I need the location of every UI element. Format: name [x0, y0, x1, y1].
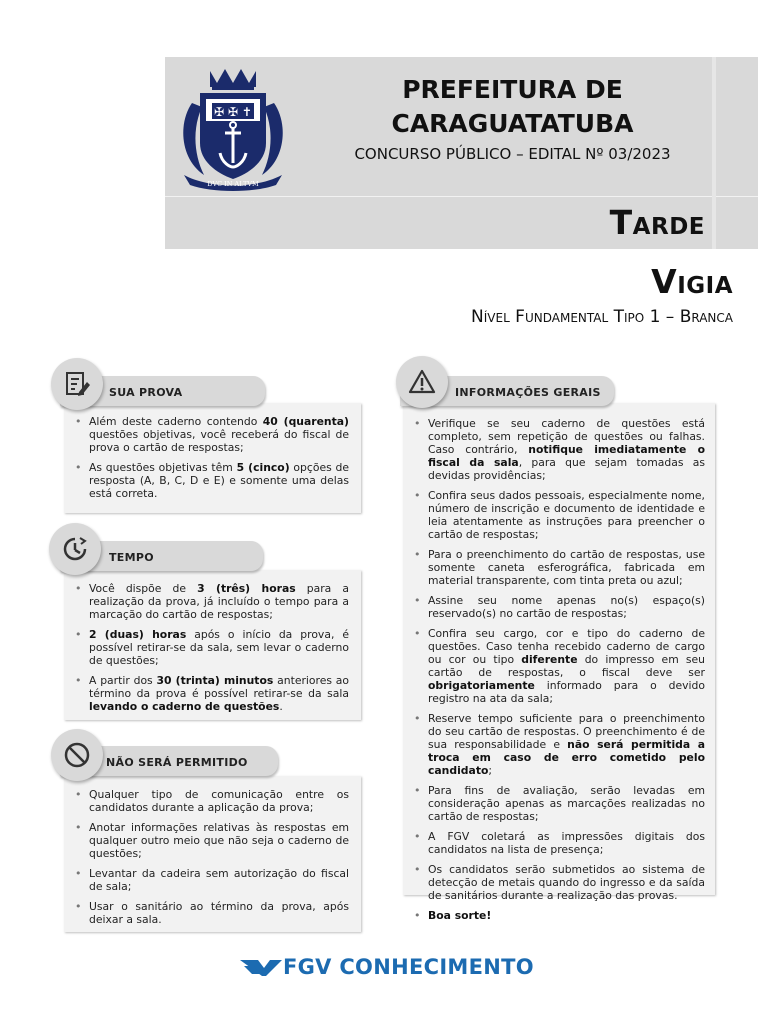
informacoes-item: • Verifique se seu caderno de questões está completo, sem repetição de questões ou falhas. Caso contrário, notifique imediatamente o fiscal da sala, para que sejam tomadas as devidas providências;	[428, 417, 705, 482]
header-divider	[165, 196, 758, 197]
tempo-title: TEMPO	[109, 551, 154, 564]
tempo-badge	[49, 523, 101, 575]
informacoes-panel	[403, 403, 715, 922]
nao-permitido-item: • Anotar informações relativas às respostas em qualquer outro meio que não seja o caderno de questões;	[89, 821, 349, 860]
tempo-item: • 2 (duas) horas após o início da prova, é possível retirar-se da sala, sem levar o caderno de questões;	[89, 628, 349, 667]
svg-text:✠ ✠ ✝: ✠ ✠ ✝	[214, 105, 252, 119]
nao-permitido-panel	[64, 776, 361, 932]
informacoes-item: • Para o preenchimento do cartão de respostas, use somente caneta esferográfica, fabricada em material transparente, com tinta preta ou azul;	[428, 548, 705, 587]
fgv-brand: FGV CONHECIMENTO	[283, 955, 534, 979]
city-title	[310, 73, 715, 141]
nao-permitido-badge	[51, 729, 103, 781]
city-title-line1: PREFEITURA DE	[402, 75, 623, 104]
nao-permitido-title: NÃO SERÁ PERMITIDO	[106, 756, 248, 769]
nao-permitido-item: • Qualquer tipo de comunicação entre os candidatos durante a aplicação da prova;	[89, 788, 349, 814]
tempo-item: • A partir dos 30 (trinta) minutos anteriores ao término da prova é possível retirar-se da sala levando o caderno de questões.	[89, 674, 349, 713]
informacoes-item: • Assine seu nome apenas no(s) espaço(s) reservado(s) no cartão de respostas;	[428, 594, 705, 620]
city-crest-icon	[170, 63, 296, 191]
informacoes-item: • A FGV coletará as impressões digitais dos candidatos na lista de presença;	[428, 830, 705, 856]
contest-notice: CONCURSO PÚBLICO – EDITAL Nº 03/2023	[354, 145, 671, 163]
tempo-panel	[64, 570, 361, 720]
informacoes-badge	[396, 356, 448, 408]
sua-prova-panel	[64, 403, 361, 513]
sua-prova-item: • Além deste caderno contendo 40 (quarenta) questões objetivas, você receberá do fiscal de prova o cartão de respostas;	[89, 415, 349, 454]
informacoes-item: • Para fins de avaliação, serão levadas em consideração apenas as marcações realizadas no cartão de respostas;	[428, 784, 705, 823]
crest-motto: DVC IN ALTVM	[207, 180, 259, 188]
clock-icon	[61, 535, 89, 563]
nao-permitido-item: • Usar o sanitário ao término da prova, após deixar a sala.	[89, 900, 349, 926]
informacoes-item: • Confira seus dados pessoais, especialmente nome, número de inscrição e documento de identidade e leia atentamente as instruções para preencher o cartão de respostas;	[428, 489, 705, 541]
document-edit-icon	[63, 370, 91, 398]
tempo-item: • Você dispõe de 3 (três) horas para a realização da prova, já incluído o tempo para a marcação do cartão de respostas;	[89, 582, 349, 621]
exam-level: Nível Fundamental Tipo 1 – Branca	[471, 307, 733, 327]
sua-prova-badge	[51, 358, 103, 410]
nao-permitido-item: • Levantar da cadeira sem autorização do fiscal de sala;	[89, 867, 349, 893]
prohibited-icon	[63, 741, 91, 769]
informacoes-item: • Boa sorte!	[428, 909, 705, 922]
sua-prova-title: SUA PROVA	[109, 386, 183, 399]
sua-prova-item: • As questões objetivas têm 5 (cinco) opções de resposta (A, B, C, D e E) e somente uma delas está correta.	[89, 461, 349, 500]
informacoes-item: • Reserve tempo suficiente para o preenchimento do seu cartão de respostas. O preenchimento é de sua responsabilidade e não será permitida a troca em caso de erro cometido pelo candidato;	[428, 712, 705, 777]
informacoes-item: • Confira seu cargo, cor e tipo do caderno de questões. Caso tenha recebido caderno de cargo ou cor ou tipo diferente do impresso em seu cartão de respostas, o fiscal deve ser obrigatoriamente informado para o devido registro na ata da sala;	[428, 627, 705, 705]
city-title-line2: CARAGUATATUBA	[391, 109, 634, 138]
warning-icon	[408, 368, 436, 396]
exam-shift: Tarde	[609, 203, 705, 242]
exam-role: Vigia	[651, 262, 733, 301]
informacoes-item: • Os candidatos serão submetidos ao sistema de detecção de metais quando do ingresso e da saída de sanitários durante a realização das provas.	[428, 863, 705, 902]
fgv-logo-icon	[240, 958, 282, 978]
informacoes-title: INFORMAÇÕES GERAIS	[455, 386, 601, 399]
